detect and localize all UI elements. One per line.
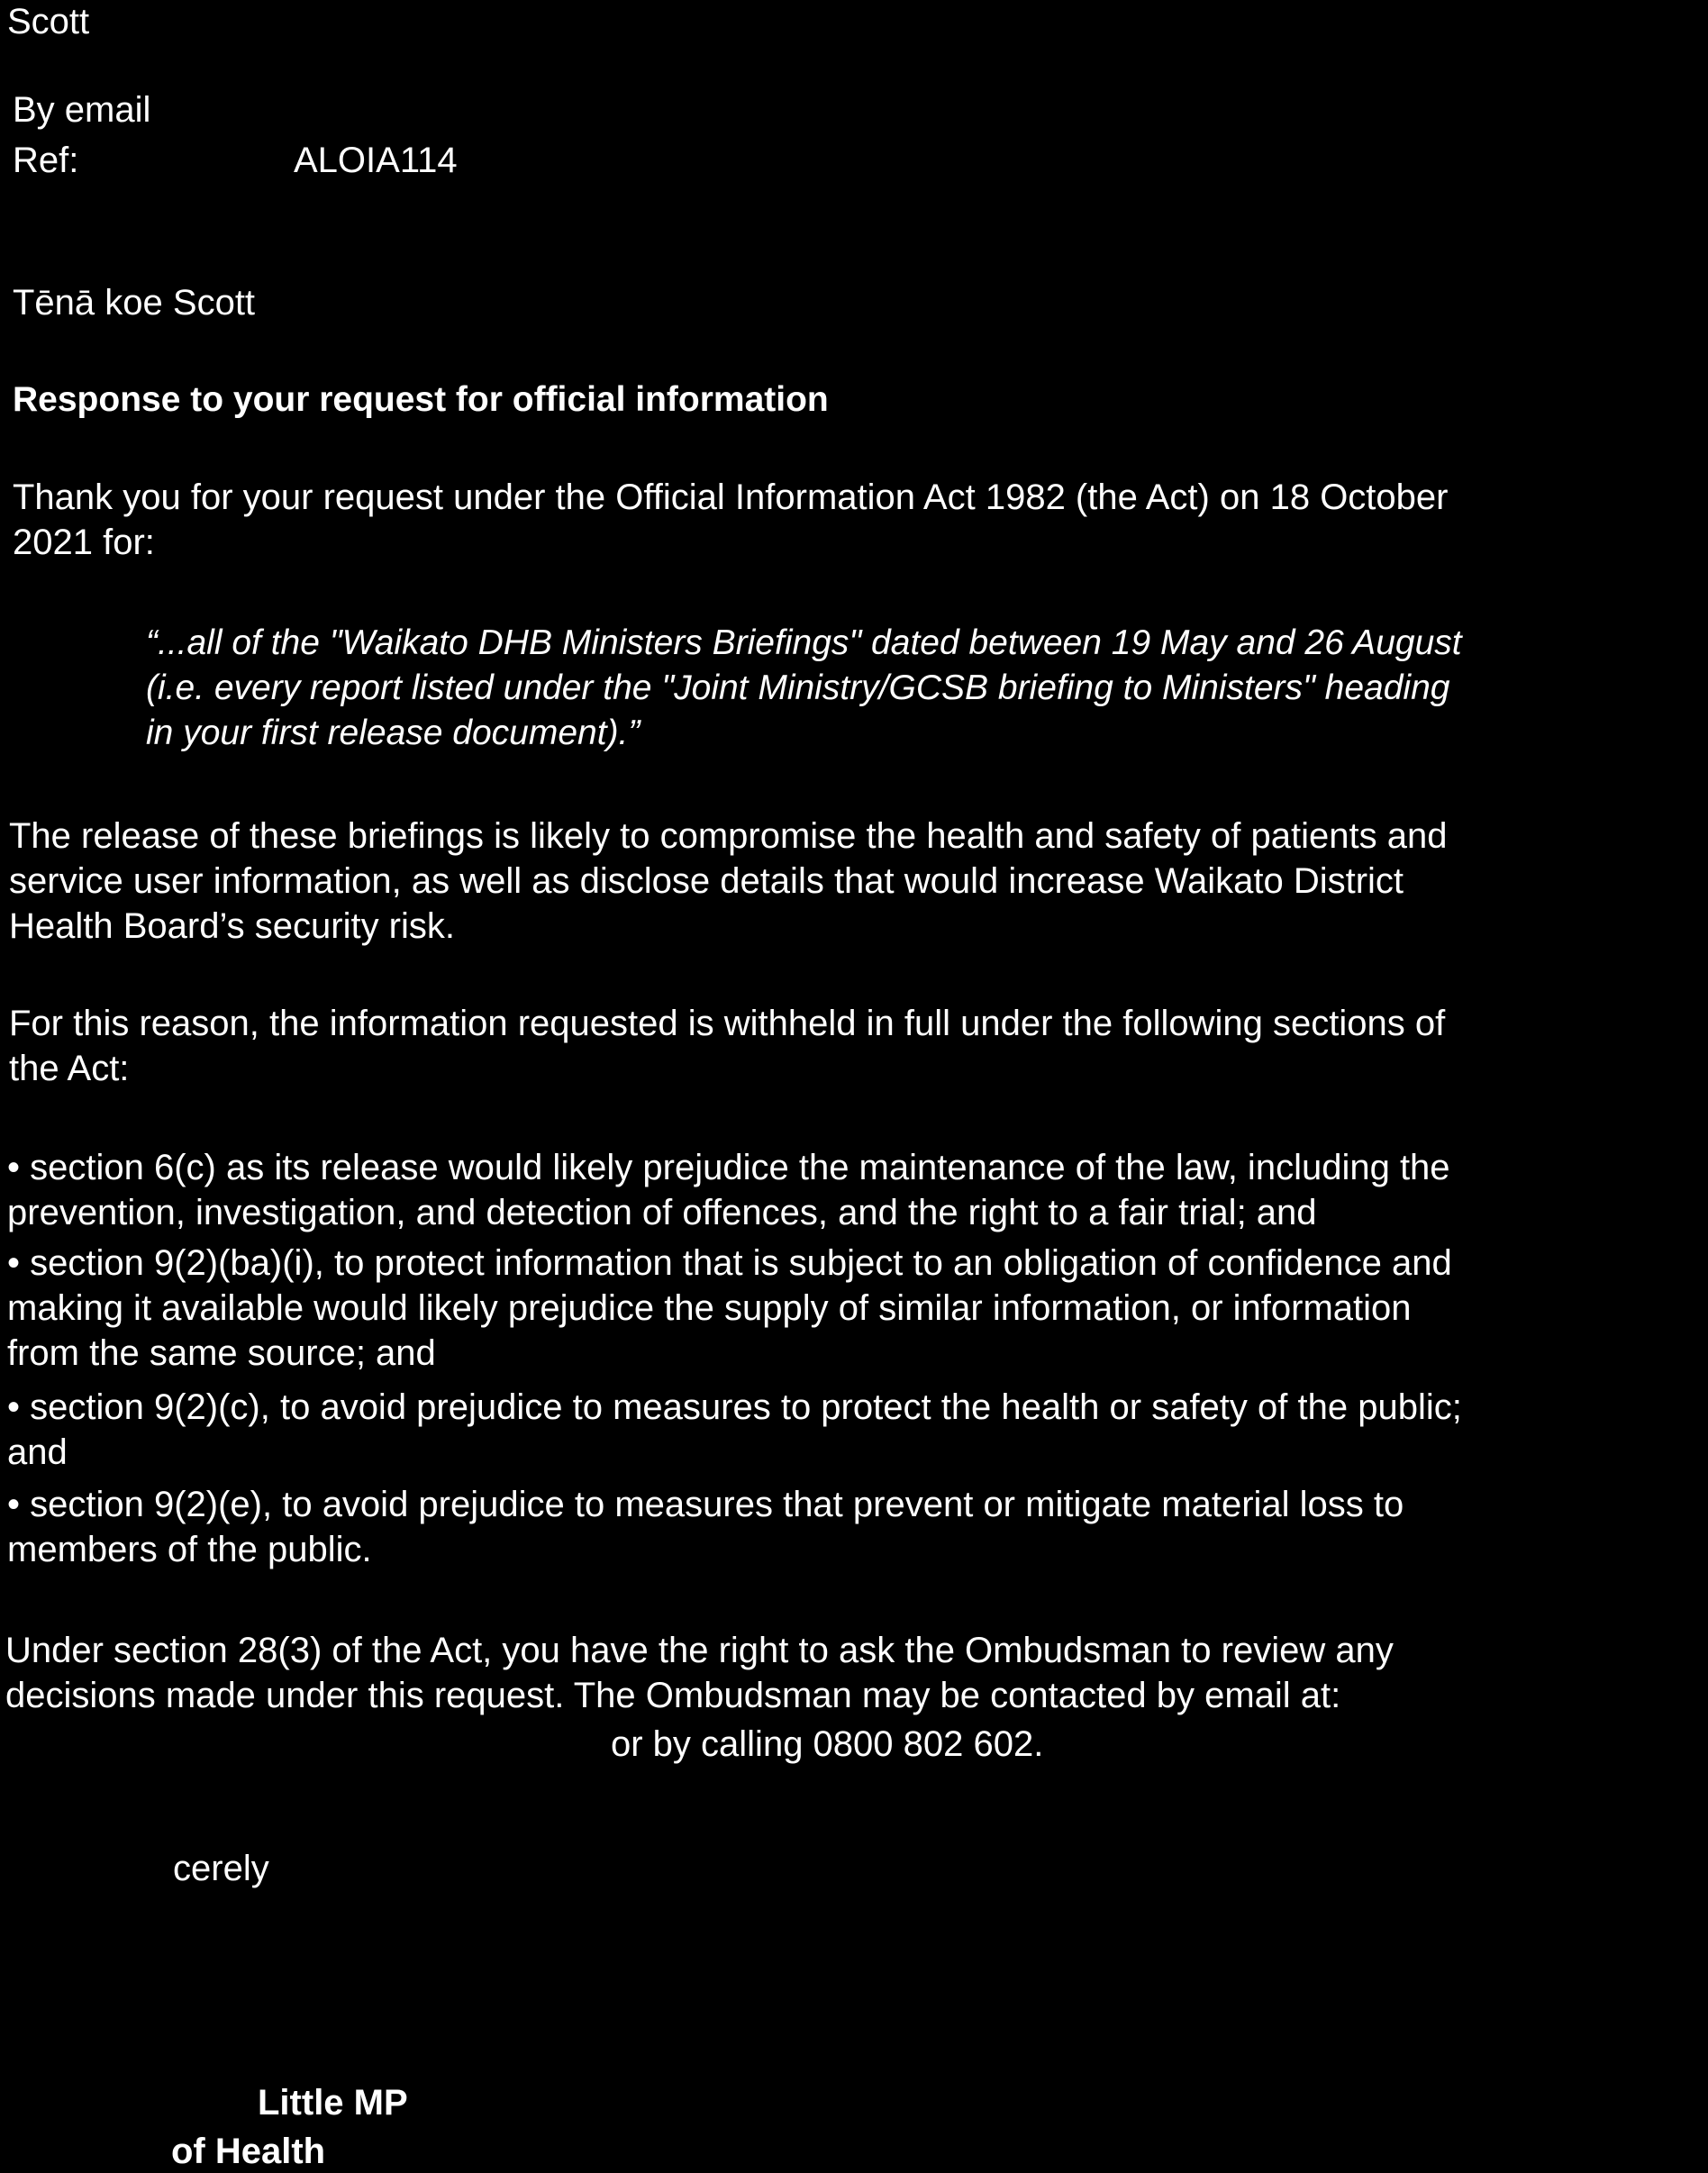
list-item-line: members of the public. [7, 1530, 372, 1569]
reference-row [13, 139, 517, 182]
paragraph-line: service user information, as well as disclose details that would increase Waikato District [9, 861, 1404, 901]
paragraph-line: decisions made under this request. The Ombudsman may be contacted by email at: [5, 1676, 1341, 1715]
paragraph-line: Under section 28(3) of the Act, you have the right to ask the Ombudsman to review any [5, 1631, 1394, 1670]
signatory-name: Little MP [258, 2083, 408, 2123]
paragraph-line: Health Board’s security risk. [9, 906, 455, 946]
paragraph-line: The release of these briefings is likely to compromise the health and safety of patients and [9, 816, 1448, 856]
list-item-line: • section 9(2)(e), to avoid prejudice to measures that prevent or mitigate material loss to [7, 1485, 1404, 1524]
quote-line: in your first release document).” [146, 714, 640, 752]
list-item-line: from the same source; and [7, 1333, 436, 1373]
list-item-line: • section 9(2)(c), to avoid prejudice to measures to protect the health or safety of the public; [7, 1387, 1462, 1427]
signoff: cerely [173, 1849, 269, 1888]
list-item-line: and [7, 1432, 68, 1472]
delivery-method: By email [13, 90, 151, 130]
list-item-line: prevention, investigation, and detection of offences, and the right to a fair trial; and [7, 1193, 1317, 1232]
reference-label: Ref: [13, 141, 79, 180]
paragraph-line: 2021 for: [13, 523, 155, 562]
list-item-line: making it available would likely prejudice the supply of similar information, or information [7, 1288, 1412, 1328]
paragraph-line: the Act: [9, 1049, 130, 1088]
reference-value: ALOIA114 [294, 141, 458, 180]
paragraph-line: or by calling 0800 802 602. [611, 1724, 1044, 1764]
list-item-line: • section 6(c) as its release would likely prejudice the maintenance of the law, including the [7, 1148, 1450, 1187]
subject-heading: Response to your request for official information [13, 380, 829, 419]
list-item-line: • section 9(2)(ba)(i), to protect information that is subject to an obligation of confidence and [7, 1243, 1452, 1283]
signatory-title: of Health [171, 2132, 326, 2171]
quote-line: “...all of the "Waikato DHB Ministers Briefings" dated between 19 May and 26 August [146, 623, 1462, 662]
recipient-name: Scott [7, 2, 90, 41]
greeting: Tēnā koe Scott [13, 283, 256, 323]
paragraph-line: Thank you for your request under the Official Information Act 1982 (the Act) on 18 October [13, 477, 1449, 517]
quote-line: (i.e. every report listed under the "Joint Ministry/GCSB briefing to Ministers" heading [146, 668, 1450, 707]
paragraph-line: For this reason, the information requested is withheld in full under the following sections of [9, 1004, 1446, 1043]
